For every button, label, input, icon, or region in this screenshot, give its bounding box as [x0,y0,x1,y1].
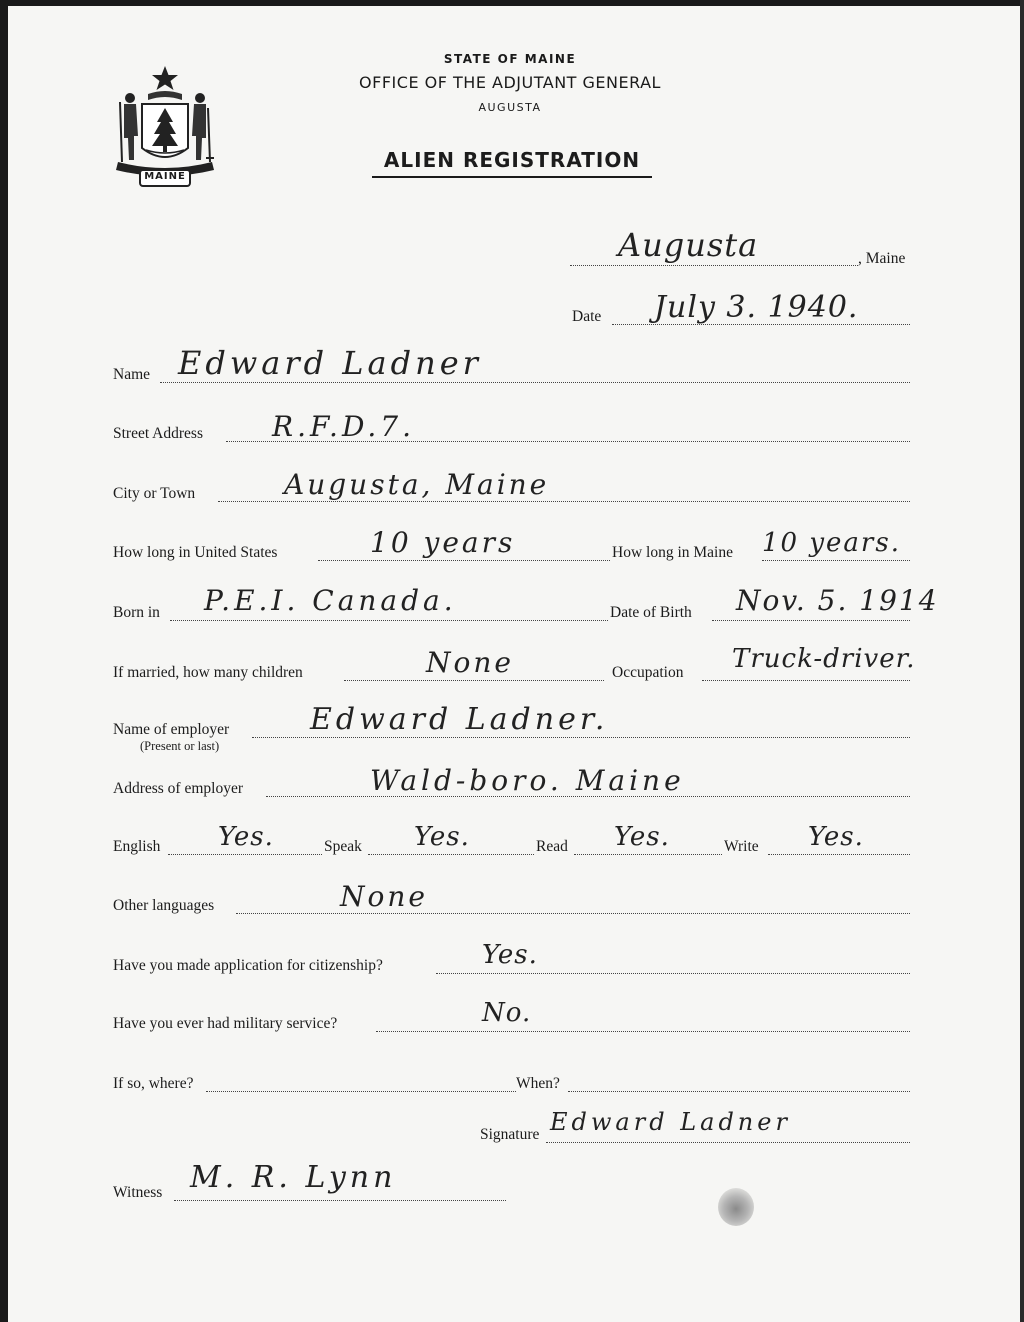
other-languages-label: Other languages [113,897,215,914]
citizenship-label: Have you made application for citizenship? [113,957,383,974]
city-value[interactable]: Augusta, Maine [284,468,550,501]
citizenship-dotted-line [436,973,910,974]
other-languages-dotted-line [236,913,910,914]
english-dotted-line [168,854,322,855]
occupation-value[interactable]: Truck-driver. [732,644,916,674]
military-service-dotted-line [376,1031,910,1032]
english-label: English [113,838,161,855]
place-suffix-label: , Maine [858,250,906,267]
date-value[interactable]: July 3. 1940. [654,290,859,325]
street-address-label: Street Address [113,425,203,442]
speak-value[interactable]: Yes. [414,822,470,852]
date-of-birth-label: Date of Birth [610,604,692,621]
maine-duration-value[interactable]: 10 years. [762,528,901,558]
born-in-value[interactable]: P.E.I. Canada. [204,584,457,617]
signature-dotted-line [546,1142,910,1143]
when-dotted-line [568,1091,910,1092]
military-service-label: Have you ever had military service? [113,1015,338,1032]
employer-name-label: Name of employer [113,721,230,738]
children-dotted-line [344,680,604,681]
signature-value[interactable]: Edward Ladner [550,1108,791,1136]
employer-name-dotted-line [252,737,910,738]
form-title: ALIEN REGISTRATION [372,148,652,178]
english-value[interactable]: Yes. [218,822,274,852]
read-label: Read [536,838,568,855]
date-of-birth-value[interactable]: Nov. 5. 1914 [736,584,939,617]
born-in-dotted-line [170,620,608,621]
children-label: If married, how many children [113,664,303,681]
maine-duration-label: How long in Maine [612,544,733,561]
date-of-birth-dotted-line [712,620,910,621]
occupation-dotted-line [702,680,910,681]
us-duration-dotted-line [318,560,610,561]
witness-label: Witness [113,1184,163,1201]
header-state: STATE OF MAINE [443,52,577,66]
write-dotted-line [768,854,910,855]
seal-label: MAINE [144,171,186,182]
military-service-value[interactable]: No. [482,998,532,1028]
speak-label: Speak [324,838,362,855]
scan-border-right [1020,0,1024,1322]
speak-dotted-line [368,854,534,855]
write-value[interactable]: Yes. [808,822,864,852]
city-dotted-line [218,501,910,502]
where-label: If so, where? [113,1075,194,1092]
name-label: Name [113,366,151,383]
place-dotted-line [570,265,858,266]
when-label: When? [516,1075,560,1092]
employer-name-sublabel: (Present or last) [140,739,220,753]
employer-name-value[interactable]: Edward Ladner. [310,702,609,737]
date-label: Date [572,308,602,325]
occupation-label: Occupation [612,664,684,681]
where-dotted-line [206,1091,516,1092]
other-languages-value[interactable]: None [340,880,428,913]
born-in-label: Born in [113,604,160,621]
city-label: City or Town [113,485,196,502]
write-label: Write [724,838,759,855]
us-duration-value[interactable]: 10 years [370,526,516,559]
witness-value[interactable]: M. R. Lynn [190,1160,397,1195]
witness-dotted-line [174,1200,506,1201]
ink-stain [718,1188,754,1226]
name-dotted-line [160,382,910,383]
us-duration-label: How long in United States [113,544,278,561]
read-value[interactable]: Yes. [614,822,670,852]
name-value[interactable]: Edward Ladner [178,344,482,382]
employer-address-value[interactable]: Wald-boro. Maine [370,764,685,797]
employer-address-label: Address of employer [113,780,243,797]
scan-border-top [0,0,1024,6]
read-dotted-line [574,854,722,855]
place-value[interactable]: Augusta [618,226,759,264]
header-office: OFFICE OF THE ADJUTANT GENERAL [359,73,661,92]
signature-label: Signature [480,1126,540,1143]
maine-duration-dotted-line [762,560,910,561]
header-city: AUGUSTA [478,101,542,114]
scan-border-left [0,0,8,1322]
street-address-value[interactable]: R.F.D.7. [272,410,416,443]
children-value[interactable]: None [426,646,514,679]
citizenship-value[interactable]: Yes. [482,940,538,970]
